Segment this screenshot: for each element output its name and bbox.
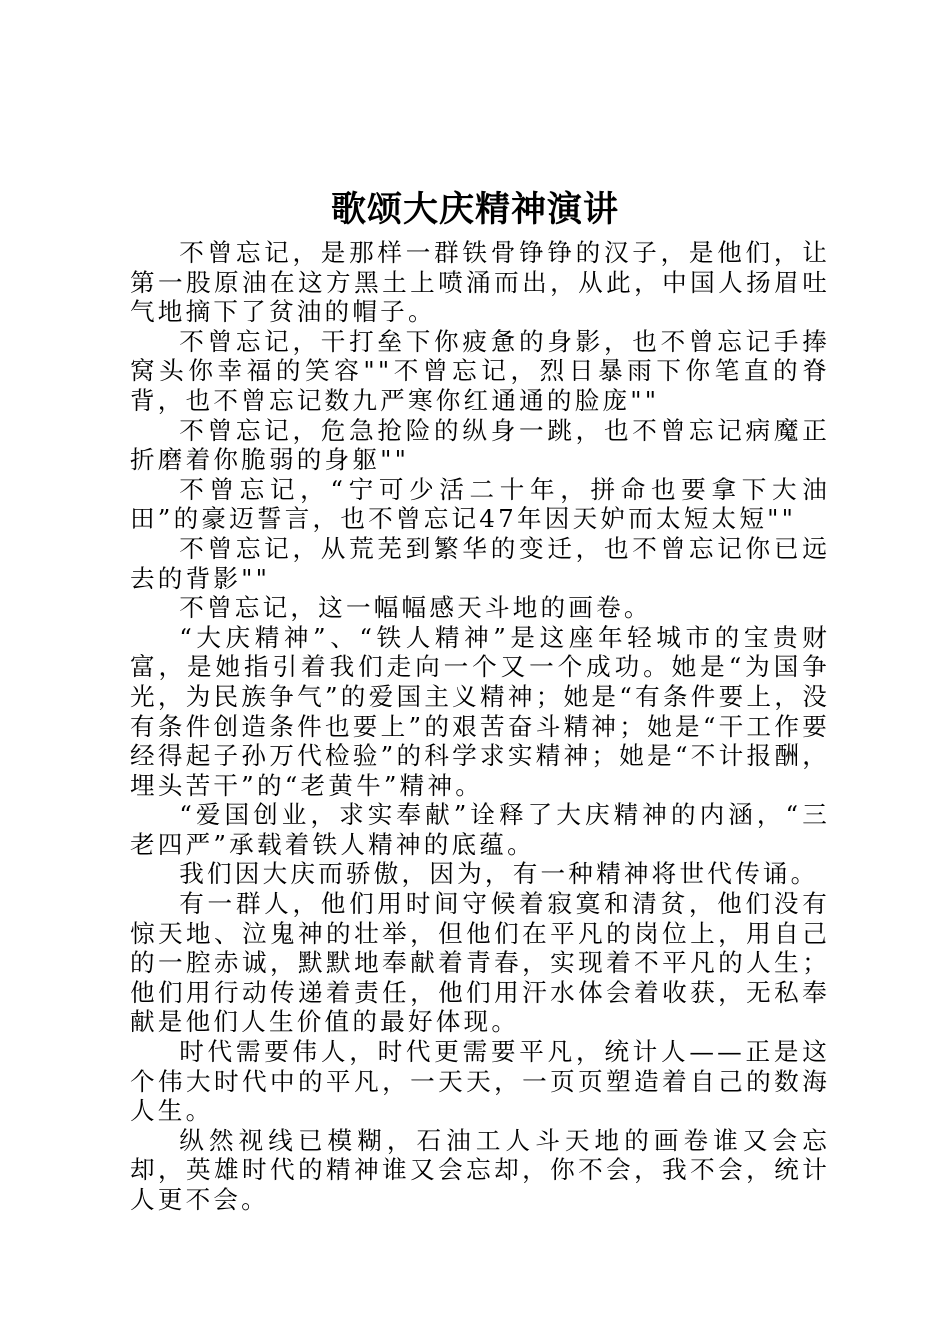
paragraph: 不曾忘记，危急抢险的纵身一跳，也不曾忘记病魔正折磨着你脆弱的身躯"" <box>130 415 830 475</box>
paragraph: 不曾忘记，从荒芜到繁华的变迁，也不曾忘记你已远去的背影"" <box>130 533 830 593</box>
paragraph: 有一群人，他们用时间守候着寂寞和清贫，他们没有惊天地、泣鬼神的壮举，但他们在平凡的岗位上，用自己的一腔赤诚，默默地奉献着青春，实现着不平凡的人生；他们用行动传递着责任，他们用汗水体会着收获，无私奉献是他们人生价值的最好体现。 <box>130 889 830 1037</box>
paragraph: 时代需要伟人，时代更需要平凡，统计人——正是这个伟大时代中的平凡，一天天，一页页塑造着自己的数海人生。 <box>130 1037 830 1126</box>
paragraph: 不曾忘记，干打垒下你疲惫的身影，也不曾忘记手捧窝头你幸福的笑容""不曾忘记，烈日暴雨下你笔直的脊背，也不曾忘记数九严寒你红通通的脸庞"" <box>130 326 830 415</box>
paragraph: 不曾忘记，是那样一群铁骨铮铮的汉子，是他们，让第一股原油在这方黑土上喷涌而出，从此，中国人扬眉吐气地摘下了贫油的帽子。 <box>130 238 830 327</box>
paragraph: 纵然视线已模糊，石油工人斗天地的画卷谁又会忘却，英雄时代的精神谁又会忘却，你不会，我不会，统计人更不会。 <box>130 1125 830 1214</box>
document-title: 歌颂大庆精神演讲 <box>330 189 619 230</box>
paragraph: 不曾忘记，这一幅幅感天斗地的画卷。 <box>179 593 652 623</box>
paragraph: 我们因大庆而骄傲，因为，有一种精神将世代传诵。 <box>179 859 819 889</box>
paragraph: “大庆精神”、“铁人精神”是这座年轻城市的宝贵财富，是她指引着我们走向一个又一个成功。她是“为国争光，为民族争气”的爱国主义精神；她是“有条件要上，没有条件创造条件也要上”的艰苦奋斗精神；她是“干工作要经得起子孙万代检验”的科学求实精神；她是“不计报酬，埋头苦干”的“老黄牛”精神。 <box>130 622 830 800</box>
paragraph: “爱国创业，求实奉献”诠释了大庆精神的内涵，“三老四严”承载着铁人精神的底蕴。 <box>130 800 830 859</box>
document-body <box>130 238 830 1215</box>
paragraph: 不曾忘记，“宁可少活二十年，拼命也要拿下大油田”的豪迈誓言，也不曾忘记47年因天妒而太短太短"" <box>130 474 830 534</box>
